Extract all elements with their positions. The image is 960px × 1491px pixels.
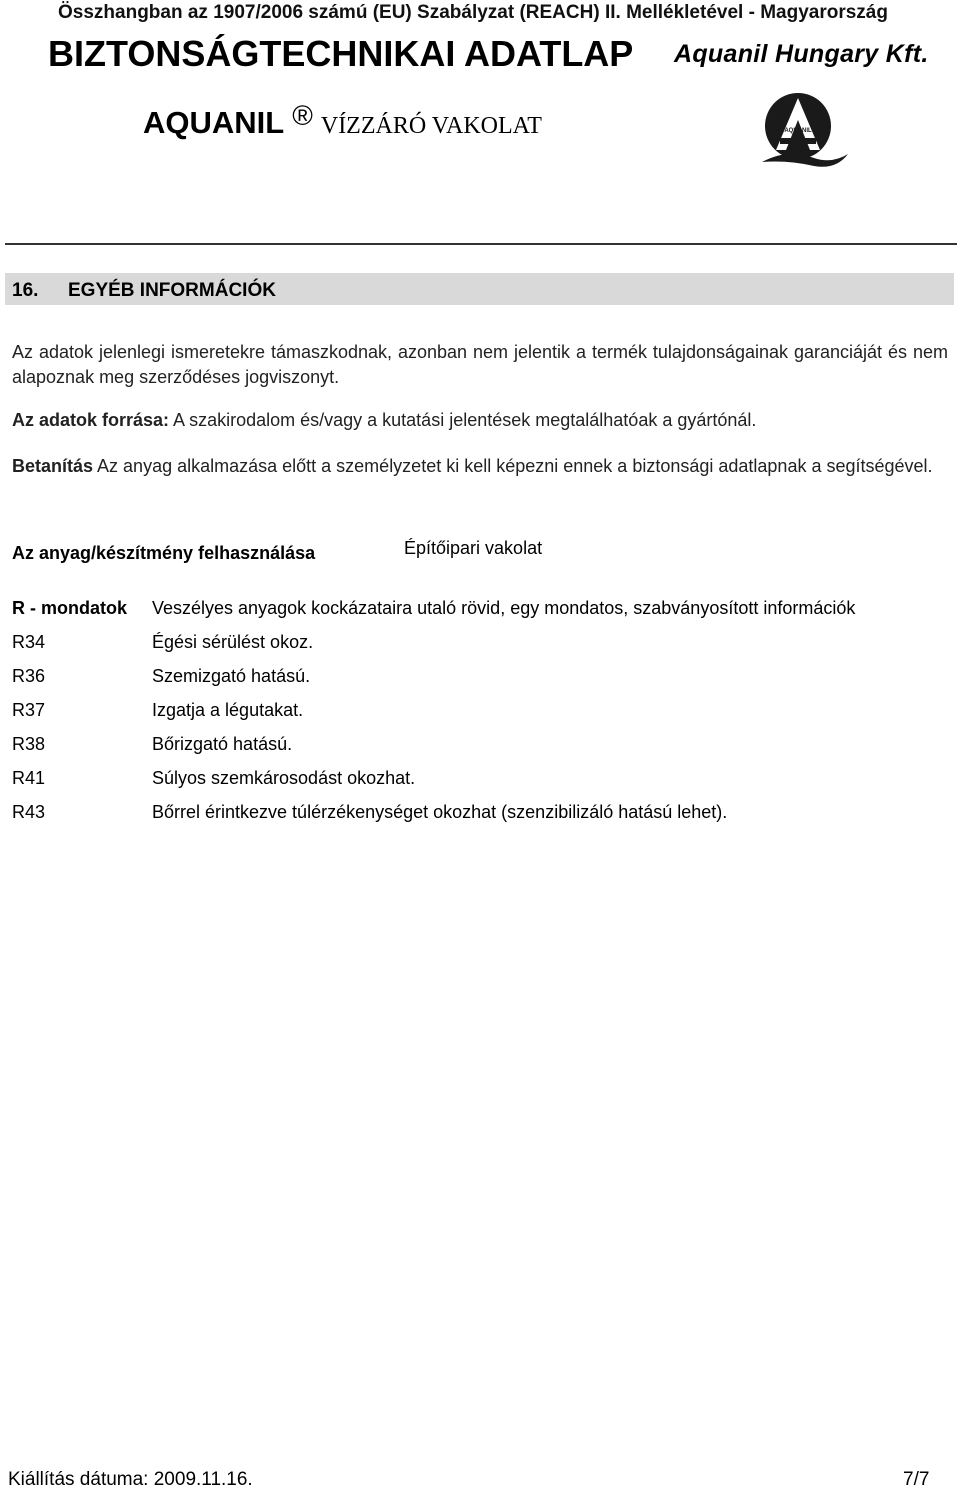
source-text: A szakirodalom és/vagy a kutatási jelentések megtalálhatóak a gyártónál. (169, 410, 757, 430)
product-brand: AQUANIL (143, 105, 285, 140)
company-name: Aquanil Hungary Kft. (674, 40, 929, 68)
section-number: 16. (12, 280, 39, 301)
r-phrases-label: R - mondatok (12, 598, 127, 618)
usage-label: Az anyag/készítmény felhasználása (12, 543, 316, 563)
document-title: BIZTONSÁGTECHNIKAI ADATLAP (48, 33, 634, 74)
section-title: EGYÉB INFORMÁCIÓK (68, 280, 276, 301)
usage-value: Építőipari vakolat (404, 538, 543, 558)
r-phrase-text: Bőrrel érintkezve túlérzékenységet okozhat (szenzibilizáló hatású lehet). (152, 802, 728, 822)
training-label: Betanítás (12, 456, 94, 476)
source-paragraph (12, 408, 948, 433)
regulation-line: Összhangban az 1907/2006 számú (EU) Szabályzat (REACH) II. Mellékletével - Magyarország (58, 2, 888, 23)
source-label: Az adatok forrása: (12, 410, 170, 430)
training-text: Az anyag alkalmazása előtt a személyzetet ki kell képezni ennek a biztonsági adatlapnak a segítségével. (93, 456, 933, 476)
product-name: VÍZZÁRÓ VAKOLAT (320, 113, 542, 139)
r-phrase-code: R41 (12, 768, 46, 788)
r-phrase-code: R36 (12, 666, 46, 686)
issue-date: Kiállítás dátuma: 2009.11.16. (8, 1469, 253, 1490)
r-phrase-text: Bőrizgató hatású. (152, 734, 293, 754)
r-phrase-code: R34 (12, 632, 46, 652)
product-title (143, 100, 542, 141)
r-phrase-text: Izgatja a légutakat. (152, 700, 304, 720)
r-phrase-code: R43 (12, 802, 46, 822)
r-phrase-code: R37 (12, 700, 46, 720)
training-paragraph (12, 454, 948, 479)
r-phrase-text: Szemizgató hatású. (152, 666, 311, 686)
r-phrase-text: Súlyos szemkárosodást okozhat. (152, 768, 416, 788)
aquanil-logo (758, 90, 850, 176)
disclaimer-paragraph: Az adatok jelenlegi ismeretekre támaszkodnak, azonban nem jelentik a termék tulajdonságainak garanciáját és nem alapoznak meg szerződéses jogviszonyt. (12, 342, 948, 387)
r-phrase-text: Égési sérülést okoz. (152, 632, 314, 652)
r-phrases-description: Veszélyes anyagok kockázataira utaló rövid, egy mondatos, szabványosított információk (152, 598, 856, 618)
r-phrase-code: R38 (12, 734, 46, 754)
header-divider (5, 243, 957, 245)
svg-text:AQUANIL: AQUANIL (784, 128, 812, 134)
registered-mark: ® (292, 100, 313, 131)
page-number: 7/7 (903, 1469, 930, 1490)
